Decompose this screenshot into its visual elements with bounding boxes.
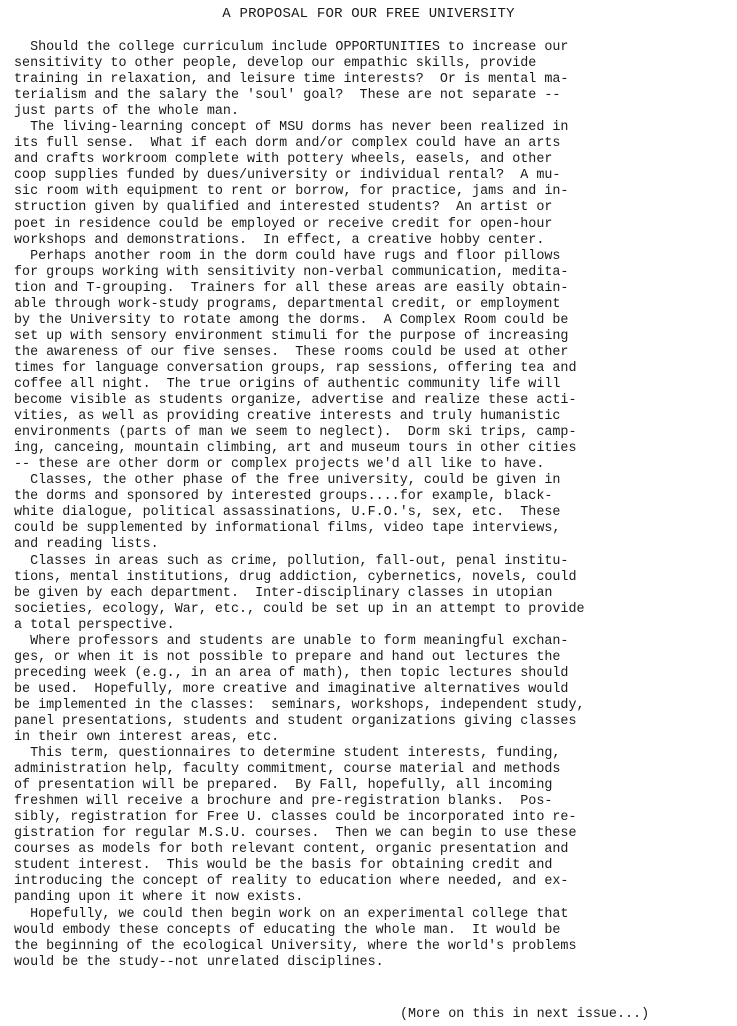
text-line: freshmen will receive a brochure and pre-registration blanks. Pos-: [14, 794, 553, 810]
text-line: coop supplies funded by dues/university or individual rental? A mu-: [14, 168, 561, 184]
text-line: be used. Hopefully, more creative and imaginative alternatives would: [14, 681, 569, 697]
text-line: for groups working with sensitivity non-verbal communication, medita-: [14, 264, 569, 280]
text-line: sensitivity to other people, develop our empathic skills, provide: [14, 56, 537, 72]
text-line: gistration for regular M.S.U. courses. Then we can begin to use these: [14, 826, 577, 842]
text-line: vities, as well as providing creative interests and truly humanistic: [14, 409, 561, 425]
text-line: the awareness of our five senses. These rooms could be used at other: [14, 344, 569, 360]
text-line: societies, ecology, War, etc., could be set up in an attempt to provide: [14, 601, 585, 617]
text-line: the beginning of the ecological University, where the world's problems: [14, 938, 577, 954]
text-line: able through work-study programs, departmental credit, or employment: [14, 296, 561, 312]
text-line: in their own interest areas, etc.: [14, 730, 280, 746]
text-line: a total perspective.: [14, 617, 175, 633]
text-line: The living-learning concept of MSU dorms has never been realized in: [14, 120, 569, 136]
text-line: ges, or when it is not possible to prepare and hand out lectures the: [14, 649, 561, 665]
text-line: struction given by qualified and interested students? An artist or: [14, 200, 553, 216]
text-line: become visible as students organize, advertise and realize these acti-: [14, 393, 577, 409]
text-line: sibly, registration for Free U. classes could be incorporated into re-: [14, 810, 577, 826]
text-line: preceding week (e.g., in an area of math), then topic lectures should: [14, 665, 569, 681]
text-line: sic room with equipment to rent or borrow, for practice, jams and in-: [14, 184, 569, 200]
continuation-note: (More on this in next issue...): [400, 1007, 650, 1022]
text-line: Hopefully, we could then begin work on an experimental college that: [14, 906, 569, 922]
text-line: tion and T-grouping. Trainers for all these areas are easily obtain-: [14, 280, 569, 296]
text-line: tions, mental institutions, drug addiction, cybernetics, novels, could: [14, 569, 577, 585]
text-line: courses as models for both relevant content, organic presentation and: [14, 842, 569, 858]
text-line: could be supplemented by informational films, video tape interviews,: [14, 521, 561, 537]
text-line: This term, questionnaires to determine student interests, funding,: [14, 746, 561, 762]
text-line: Classes, the other phase of the free university, could be given in: [14, 473, 561, 489]
text-line: environments (parts of man we seem to neglect). Dorm ski trips, camp-: [14, 425, 577, 441]
text-line: -- these are other dorm or complex projects we'd all like to have.: [14, 457, 545, 473]
text-line: poet in residence could be employed or receive credit for open-hour: [14, 216, 553, 232]
text-line: just parts of the whole man.: [14, 104, 239, 120]
document-body: [14, 40, 729, 971]
document-title: A PROPOSAL FOR OUR FREE UNIVERSITY: [222, 6, 515, 22]
text-line: introducing the concept of reality to education where needed, and ex-: [14, 874, 569, 890]
text-line: panel presentations, students and student organizations giving classes: [14, 713, 577, 729]
text-line: terialism and the salary the 'soul' goal? These are not separate --: [14, 88, 561, 104]
text-line: panding upon it where it now exists.: [14, 890, 304, 906]
text-line: workshops and demonstrations. In effect, a creative hobby center.: [14, 232, 545, 248]
text-line: Where professors and students are unable to form meaningful exchan-: [14, 633, 569, 649]
text-line: training in relaxation, and leisure time interests? Or is mental ma-: [14, 72, 569, 88]
text-line: be implemented in the classes: seminars, workshops, independent study,: [14, 697, 585, 713]
text-line: of presentation will be prepared. By Fall, hopefully, all incoming: [14, 778, 553, 794]
text-line: by the University to rotate among the dorms. A Complex Room could be: [14, 312, 569, 328]
text-line: white dialogue, political assassinations, U.F.O.'s, sex, etc. These: [14, 505, 561, 521]
text-line: set up with sensory environment stimuli for the purpose of increasing: [14, 328, 569, 344]
text-line: student interest. This would be the basis for obtaining credit and: [14, 858, 553, 874]
text-line: would embody these concepts of educating the whole man. It would be: [14, 922, 561, 938]
text-line: and reading lists.: [14, 537, 159, 553]
text-line: the dorms and sponsored by interested groups....for example, black-: [14, 489, 553, 505]
text-line: Classes in areas such as crime, pollution, fall-out, penal institu-: [14, 553, 569, 569]
text-line: times for language conversation groups, rap sessions, offering tea and: [14, 360, 577, 376]
text-line: Perhaps another room in the dorm could have rugs and floor pillows: [14, 248, 561, 264]
text-line: and crafts workroom complete with pottery wheels, easels, and other: [14, 152, 553, 168]
text-line: administration help, faculty commitment, course material and methods: [14, 762, 561, 778]
text-line: ing, canceing, mountain climbing, art and museum tours in other cities: [14, 441, 577, 457]
text-line: be given by each department. Inter-disciplinary classes in utopian: [14, 585, 553, 601]
text-line: Should the college curriculum include OPPORTUNITIES to increase our: [14, 40, 569, 55]
text-line: its full sense. What if each dorm and/or complex could have an arts: [14, 136, 561, 152]
text-line: coffee all night. The true origins of authentic community life will: [14, 376, 561, 392]
text-line: would be the study--not unrelated disciplines.: [14, 954, 384, 970]
